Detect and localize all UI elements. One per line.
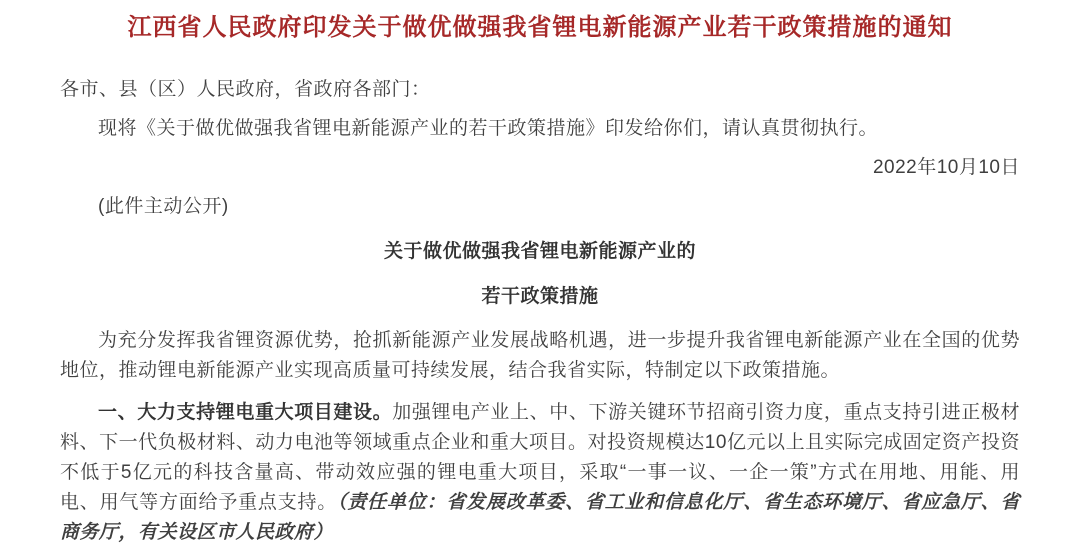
notice-title: 江西省人民政府印发关于做优做强我省锂电新能源产业若干政策措施的通知 [127,14,953,41]
section-1-responsibility: （责任单位：省发展改革委、省工业和信息化厅、省生态环境厅、省应急厅、省商务厅，有关设区市人民政府） [60,492,1020,543]
section-1-paragraph [60,398,1020,548]
issue-date: 2022年10月10日 [872,157,1020,178]
preamble-paragraph: 为充分发挥我省锂资源优势，抢抓新能源产业发展战略机遇，进一步提升我省锂电新能源产业在全国的优势地位，推动锂电新能源产业实现高质量可持续发展，结合我省实际，特制定以下政策措施。 [60,330,1020,381]
section-1-body: 加强锂电产业上、中、下游关键环节招商引资力度，重点支持引进正极材料、下一代负极材料、动力电池等领域重点企业和重大项目。对投资规模达10亿元以上且实际完成固定资产投资不低于5亿元的科技含量高、带动效应强的锂电重大项目，采取“一事一议、一企一策”方式在用地、用能、用电、用气等方面给予重点支持。 [60,402,1020,513]
policy-title-line2: 若干政策措施 [481,286,599,307]
salutation-line: 各市、县（区）人民政府，省政府各部门： [60,79,431,100]
section-1-heading: 一、大力支持锂电重大项目建设。 [98,402,393,423]
policy-title-line1: 关于做优做强我省锂电新能源产业的 [383,241,696,262]
intro-line: 现将《关于做优做强我省锂电新能源产业的若干政策措施》印发给你们，请认真贯彻执行。 [98,118,879,139]
disclosure-note: (此件主动公开) [98,196,229,217]
